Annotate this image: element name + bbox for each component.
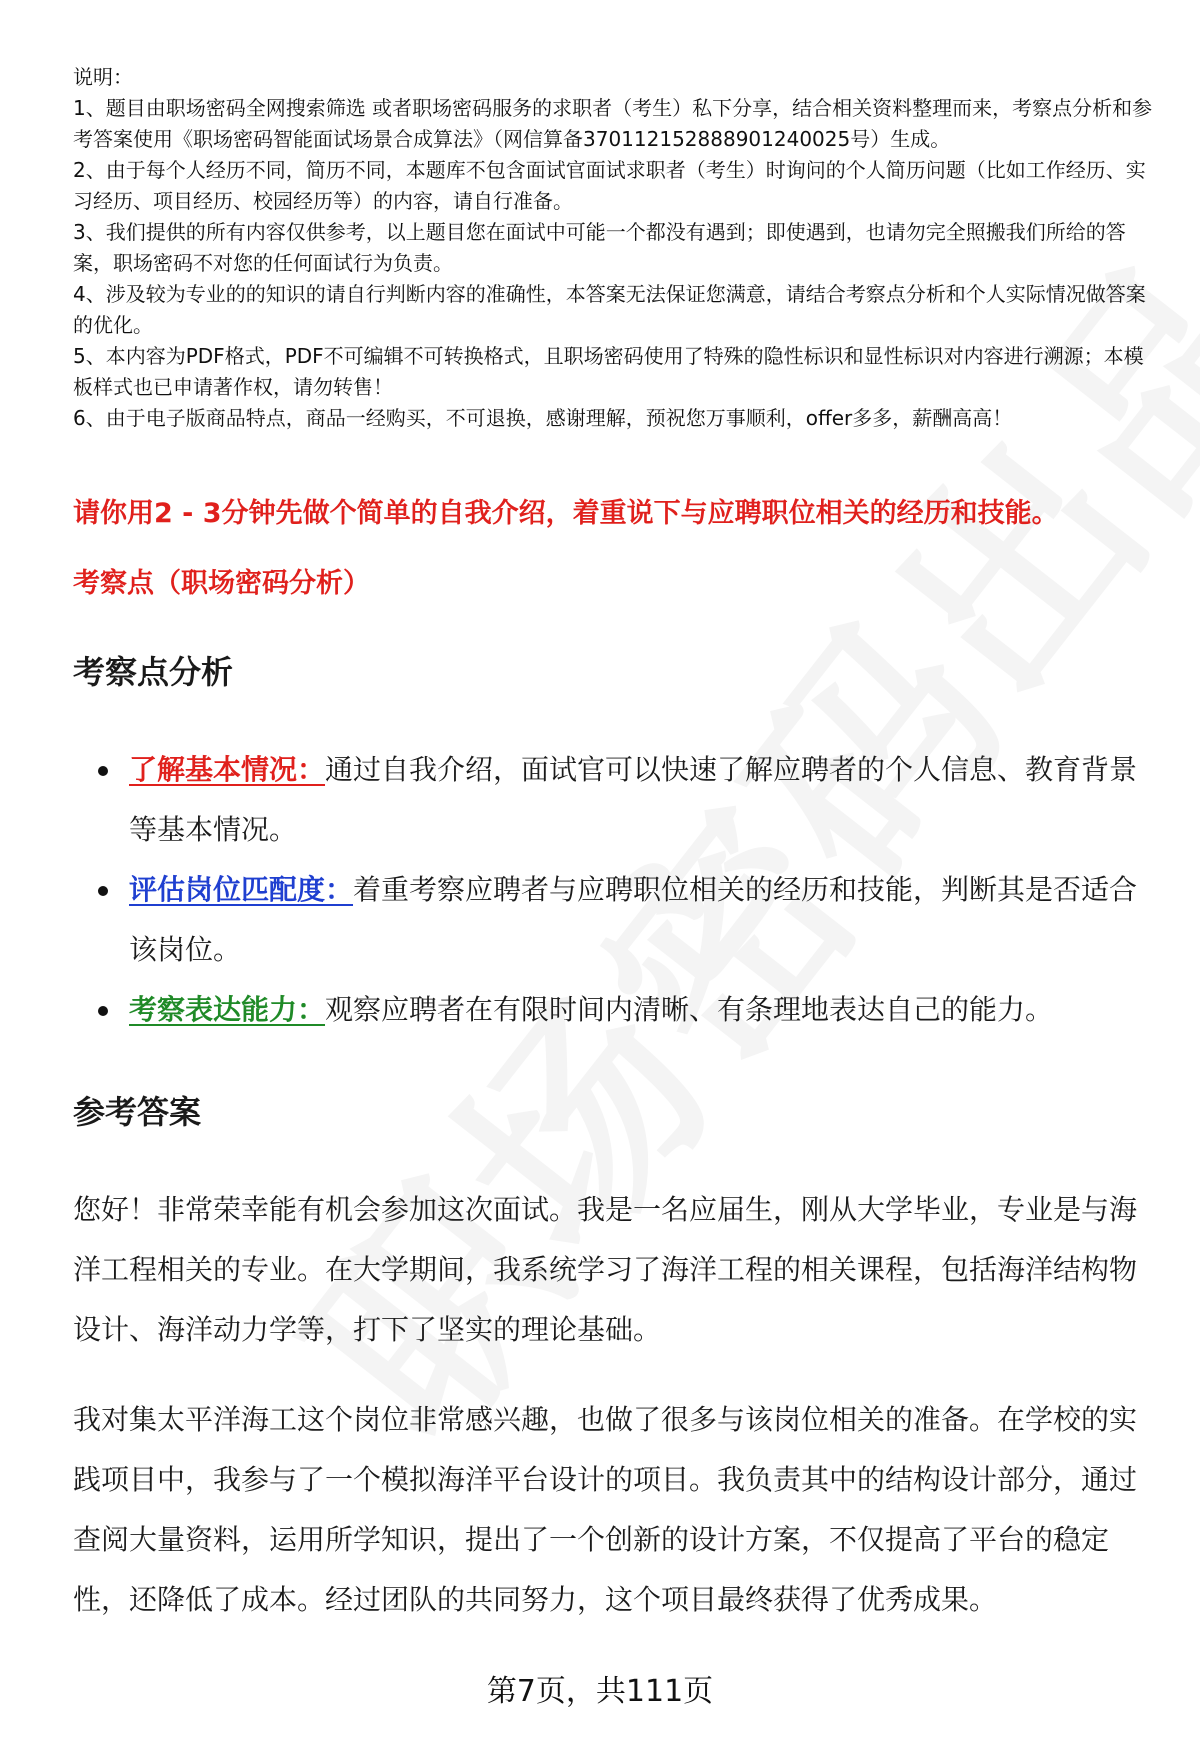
answer-paragraph: 我对集太平洋海工这个岗位非常感兴趣，也做了很多与该岗位相关的准备。在学校的实践项目中，我参与了一个模拟海洋平台设计的项目。我负责其中的结构设计部分，通过查阅大量资料，运用所学知识，提出了一个创新的设计方案，不仅提高了平台的稳定性，还降低了成本。经过团队的共同努力，这个项目最终获得了优秀成果。 xyxy=(73,1403,1138,1616)
list-item xyxy=(73,860,1163,980)
notes-item: 4、涉及较为专业的的知识的请自行判断内容的准确性，本答案无法保证您满意，请结合考察点分析和个人实际情况做答案的优化。 xyxy=(73,282,1146,337)
answer-paragraph: 您好！非常荣幸能有机会参加这次面试。我是一名应届生，刚从大学毕业，专业是与海洋工程相关的专业。在大学期间，我系统学习了海洋工程的相关课程，包括海洋结构物设计、海洋动力学等，打下了坚实的理论基础。 xyxy=(73,1193,1138,1346)
list-item xyxy=(73,740,1163,860)
analysis-point-text: 着重考察应聘者与应聘职位相关的经历和技能，判断其是否适合该岗位。 xyxy=(129,873,1138,966)
analysis-point-lead: 评估岗位匹配度： xyxy=(129,873,354,906)
notes-item: 3、我们提供的所有内容仅供参考，以上题目您在面试中可能一个都没有遇到；即使遇到，也请勿完全照搬我们所给的答案，职场密码不对您的任何面试行为负责。 xyxy=(73,220,1126,275)
notes-item: 6、由于电子版商品特点，商品一经购买，不可退换，感谢理解，预祝您万事顺利，offer多多，薪酬高高！ xyxy=(73,406,1013,430)
analysis-point-text: 通过自我介绍，面试官可以快速了解应聘者的个人信息、教育背景等基本情况。 xyxy=(129,753,1138,846)
page-number: 第7页，共111页 xyxy=(486,1674,714,1709)
bullet-dot-icon xyxy=(98,886,108,896)
bullet-dot-icon xyxy=(98,1006,108,1016)
analysis-label: 考察点（职场密码分析） xyxy=(73,568,370,599)
notes-item: 2、由于每个人经历不同，简历不同，本题库不包含面试官面试求职者（考生）时询问的个人简历问题（比如工作经历、实习经历、项目经历、校园经历等）的内容，请自行准备。 xyxy=(73,158,1146,213)
answer-heading: 参考答案 xyxy=(73,1093,202,1131)
analysis-point-lead: 了解基本情况： xyxy=(129,753,326,786)
notes-title: 说明： xyxy=(73,65,133,89)
analysis-points-list xyxy=(73,740,1163,1040)
list-item xyxy=(73,980,1163,1040)
notes-item: 1、题目由职场密码全网搜索筛选 或者职场密码服务的求职者（考生）私下分享，结合相关资料整理而来，考察点分析和参考答案使用《职场密码智能面试场景合成算法》（网信算备370112152888901240025号）生成。 xyxy=(73,96,1153,151)
interview-question: 请你用2 - 3分钟先做个简单的自我介绍，着重说下与应聘职位相关的经历和技能。 xyxy=(73,498,1059,529)
bullet-dot-icon xyxy=(98,766,108,776)
analysis-point-text: 观察应聘者在有限时间内清晰、有条理地表达自己的能力。 xyxy=(325,993,1054,1026)
analysis-heading: 考察点分析 xyxy=(73,653,234,691)
analysis-point-lead: 考察表达能力： xyxy=(129,993,326,1026)
disclaimer-notes xyxy=(73,62,1163,434)
notes-item: 5、本内容为PDF格式，PDF不可编辑不可转换格式，且职场密码使用了特殊的隐性标识和显性标识对内容进行溯源；本模板样式也已申请著作权，请勿转售！ xyxy=(73,344,1144,399)
